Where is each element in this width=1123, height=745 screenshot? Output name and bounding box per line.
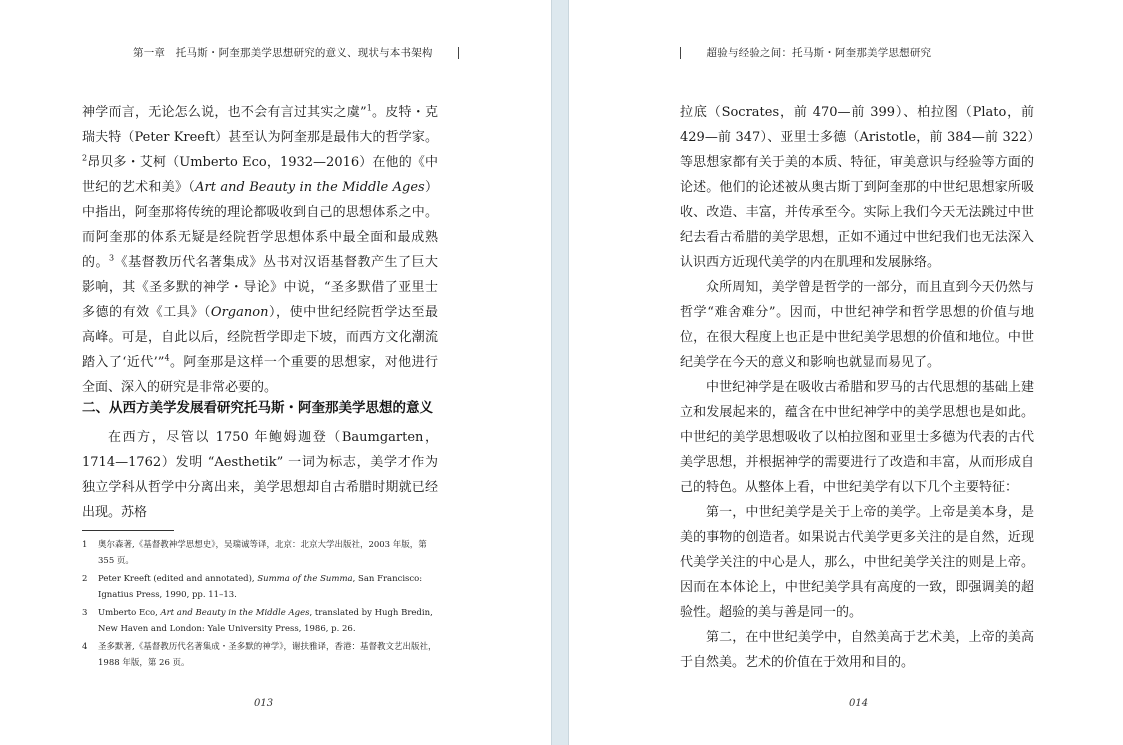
text-segment: 昂贝多・艾柯（Umberto Eco，1932—2016）在他的《中世纪的艺术和美》（: [82, 155, 438, 195]
footnotes: [82, 537, 438, 673]
organon-title: Organon: [210, 305, 269, 320]
footnote-text: 圣多默著,《基督教历代名著集成・圣多默的神学》，谢扶雅译，香港：基督教文艺出版社，1988 年版，第 26 页。: [98, 642, 437, 668]
page-number-right: 014: [849, 698, 869, 709]
paragraph: 众所周知，美学曾是哲学的一部分，而且直到今天仍然与哲学“难舍难分”。因而，中世纪神学和哲学思想的价值与地位，在很大程度上也正是中世纪美学思想的价值和地位。中世纪美学在今天的意义和影响也就显而易见了。: [680, 280, 1034, 370]
paragraph: 中世纪神学是在吸收古希腊和罗马的古代思想的基础上建立和发展起来的，蕴含在中世纪神学中的美学思想也是如此。中世纪的美学思想吸收了以柏拉图和亚里士多德为代表的古代美学思想，并根据神学的需要进行了改造和丰富，从而形成自己的特色。从整体上看，中世纪美学有以下几个主要特征：: [680, 380, 1034, 495]
footnote: [82, 639, 438, 671]
footnote-ref[interactable]: 1: [366, 103, 372, 113]
running-head-divider: [458, 47, 459, 59]
page-number-left: 013: [254, 698, 274, 709]
footnote-ref[interactable]: 4: [164, 353, 170, 363]
footnote-number: 1: [82, 540, 88, 550]
footnote-ref[interactable]: 2: [82, 153, 88, 163]
footnote-ref[interactable]: 3: [109, 253, 115, 263]
footnote-number: 3: [82, 608, 88, 618]
footnote: [82, 537, 438, 569]
section-heading: 二、从西方美学发展看研究托马斯・阿奎那美学思想的意义: [82, 400, 433, 416]
footnote-text: , San Francisco: Ignatius Press, 1990, pp. 11–13.: [98, 574, 423, 600]
paragraph: 第一，中世纪美学是关于上帝的美学。上帝是美本身，是美的事物的创造者。如果说古代美学更多关注的是自然，近现代美学关注的中心是人，那么，中世纪美学关注的则是上帝。因而在本体论上，中世纪美学具有高度的一致，即强调美的超验性。超验的美与善是同一的。: [680, 505, 1034, 620]
book-gutter: [551, 0, 569, 745]
footnote-text: Umberto Eco,: [98, 608, 161, 618]
running-head-text: 第一章 托马斯・阿奎那美学思想研究的意义、现状与本书架构: [133, 47, 433, 59]
left-page: [0, 0, 551, 745]
footnote-number: 2: [82, 574, 88, 584]
footnote-title: Summa of the Summa: [257, 574, 353, 584]
text-segment: ），使中世纪经院哲学达至最高峰。可是，自此以后，经院哲学即走下坡，而西方文化潮流踏入了‘近代’”: [82, 305, 438, 370]
right-page: [569, 0, 1123, 745]
footnote-title: Art and Beauty in the Middle Ages: [160, 608, 310, 618]
text-segment: 。皮特・克瑞夫特（Peter Kreeft）甚至认为阿奎那是最伟大的哲学家。: [82, 105, 438, 145]
footnote-text: , translated by Hugh Bredin, New Haven and London: Yale University Press, 1986, p. 26.: [98, 608, 433, 634]
book-title-en: Art and Beauty in the Middle Ages: [195, 180, 425, 195]
footnote-text: Peter Kreeft (edited and annotated),: [98, 574, 258, 584]
running-head-divider: [680, 47, 681, 59]
paragraph: [82, 100, 438, 400]
paragraph: 拉底（Socrates，前 470—前 399）、柏拉图（Plato，前 429—前 347）、亚里士多德（Aristotle，前 384—前 322）等思想家都有关于美的本质、特征，审美意识与经验等方面的论述。他们的论述被从奥古斯丁到阿奎那的中世纪思想家所吸收、改造、丰富，并传承至今。实际上我们今天无法跳过中世纪去看古希腊的美学思想，正如不通过中世纪我们也无法深入认识西方近现代美学的内在肌理和发展脉络。: [680, 105, 1034, 270]
running-head-text: 超验与经验之间：托马斯・阿奎那美学思想研究: [706, 47, 932, 59]
right-body-text: [680, 100, 1034, 675]
text-segment: 。阿奎那是这样一个重要的思想家，对他进行全面、深入的研究是非常必要的。: [82, 355, 438, 395]
running-head-right: [680, 45, 931, 60]
section-body-text: [82, 425, 438, 525]
left-body-text: [82, 100, 438, 400]
footnote-text: 奥尔森著,《基督教神学思想史》，吴瑞诚等译，北京：北京大学出版社，2003 年版，第 355 页。: [98, 540, 427, 566]
footnote: [82, 605, 438, 637]
text-segment: ）中指出，阿奎那将传统的理论都吸收到自己的思想体系之中。而阿奎那的体系无疑是经院哲学思想体系中最全面和最成熟的。: [82, 180, 438, 270]
footnote: [82, 571, 438, 603]
text-segment: 神学而言，无论怎么说，也不会有言过其实之虞”: [82, 105, 367, 120]
paragraph: 在西方，尽管以 1750 年鲍姆迦登（Baumgarten，1714—1762）发明 “Aesthetik” 一词为标志，美学才作为独立学科从哲学中分离出来，美学思想却自古希腊时期就已经出现。苏格: [82, 430, 438, 520]
paragraph: 第二，在中世纪美学中，自然美高于艺术美，上帝的美高于自然美。艺术的价值在于效用和目的。: [680, 630, 1034, 670]
running-head-left: [133, 45, 459, 60]
text-segment: 《基督教历代名著集成》丛书对汉语基督教产生了巨大影响，其《圣多默的神学・导论》中说，“圣多默借了亚里士多德的有效《工具》（: [82, 255, 438, 320]
footnote-rule: [82, 530, 174, 531]
footnote-number: 4: [82, 642, 88, 652]
